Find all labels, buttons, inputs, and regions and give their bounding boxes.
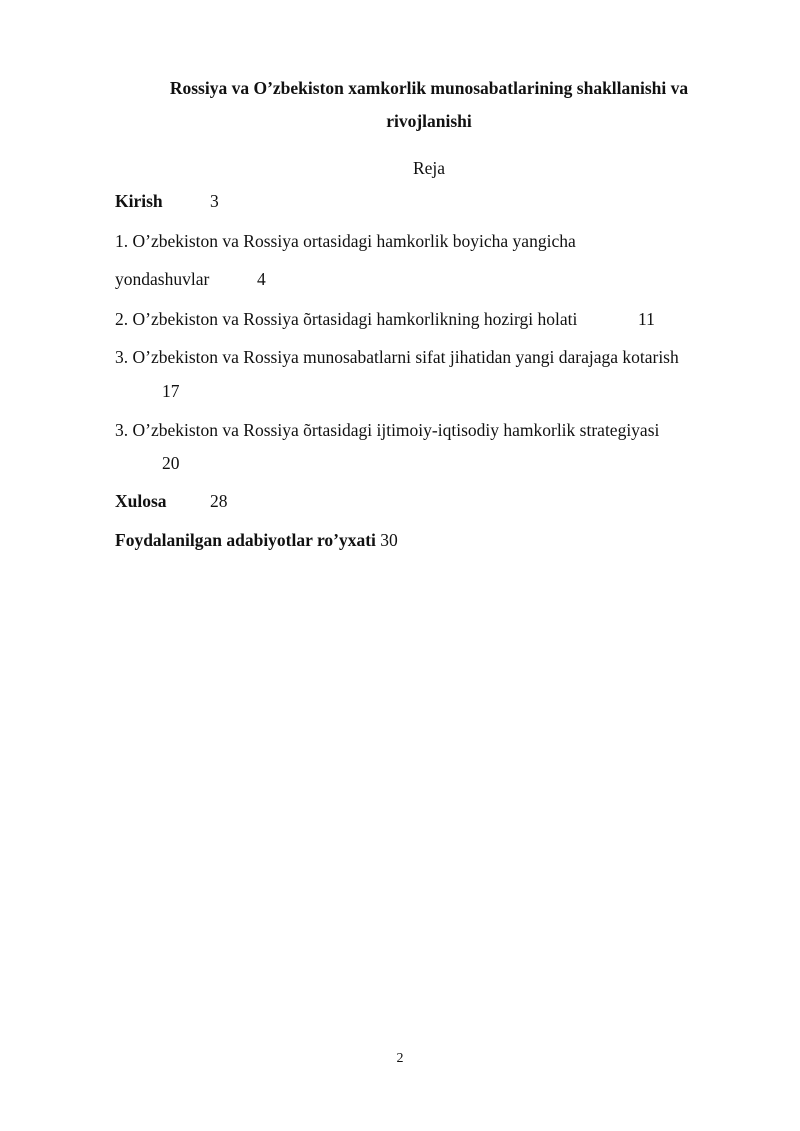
toc-entry-3-page: 17 bbox=[162, 381, 180, 401]
toc-entry-2 bbox=[115, 307, 655, 331]
toc-entry-4-page: 20 bbox=[162, 453, 180, 473]
toc-entry-page: 3 bbox=[210, 191, 219, 211]
toc-entry-references bbox=[115, 528, 398, 552]
toc-entry-label: yondashuvlar bbox=[115, 269, 210, 289]
toc-entry-label: 3. O’zbekiston va Rossiya munosabatlarni sifat jihatidan yangi darajaga kotarish bbox=[115, 347, 679, 367]
toc-entry-label: Kirish bbox=[115, 191, 163, 211]
plan-heading: Reja bbox=[412, 158, 446, 178]
title-line-2: rivojlanishi bbox=[386, 111, 472, 131]
toc-entry-4 bbox=[115, 418, 659, 442]
toc-entry-label: 1. O’zbekiston va Rossiya ortasidagi hamkorlik boyicha yangicha bbox=[115, 231, 576, 251]
toc-entry-kirish bbox=[115, 189, 219, 213]
toc-entry-label: 3. O’zbekiston va Rossiya õrtasidagi ijtimoiy-iqtisodiy hamkorlik strategiyasi bbox=[115, 420, 660, 440]
title-line-1: Rossiya va O’zbekiston xamkorlik munosabatlarining shakllanishi va bbox=[169, 78, 689, 98]
toc-entry-label: Xulosa bbox=[115, 491, 167, 511]
toc-entry-3 bbox=[115, 345, 679, 369]
toc-entry-page: 28 bbox=[210, 491, 228, 511]
toc-entry-label: 2. O’zbekiston va Rossiya õrtasidagi hamkorlikning hozirgi holati bbox=[115, 309, 578, 329]
toc-entry-label: Foydalanilgan adabiyotlar ro’yxati bbox=[115, 530, 376, 550]
toc-entry-page: 11 bbox=[638, 309, 655, 329]
toc-entry-page: 30 bbox=[380, 530, 398, 550]
toc-entry-1-continued bbox=[115, 267, 266, 291]
toc-entry-1 bbox=[115, 229, 576, 253]
toc-entry-page: 4 bbox=[257, 269, 266, 289]
toc-entry-xulosa bbox=[115, 489, 228, 513]
page-number: 2 bbox=[396, 1051, 404, 1066]
document-title bbox=[115, 72, 743, 138]
